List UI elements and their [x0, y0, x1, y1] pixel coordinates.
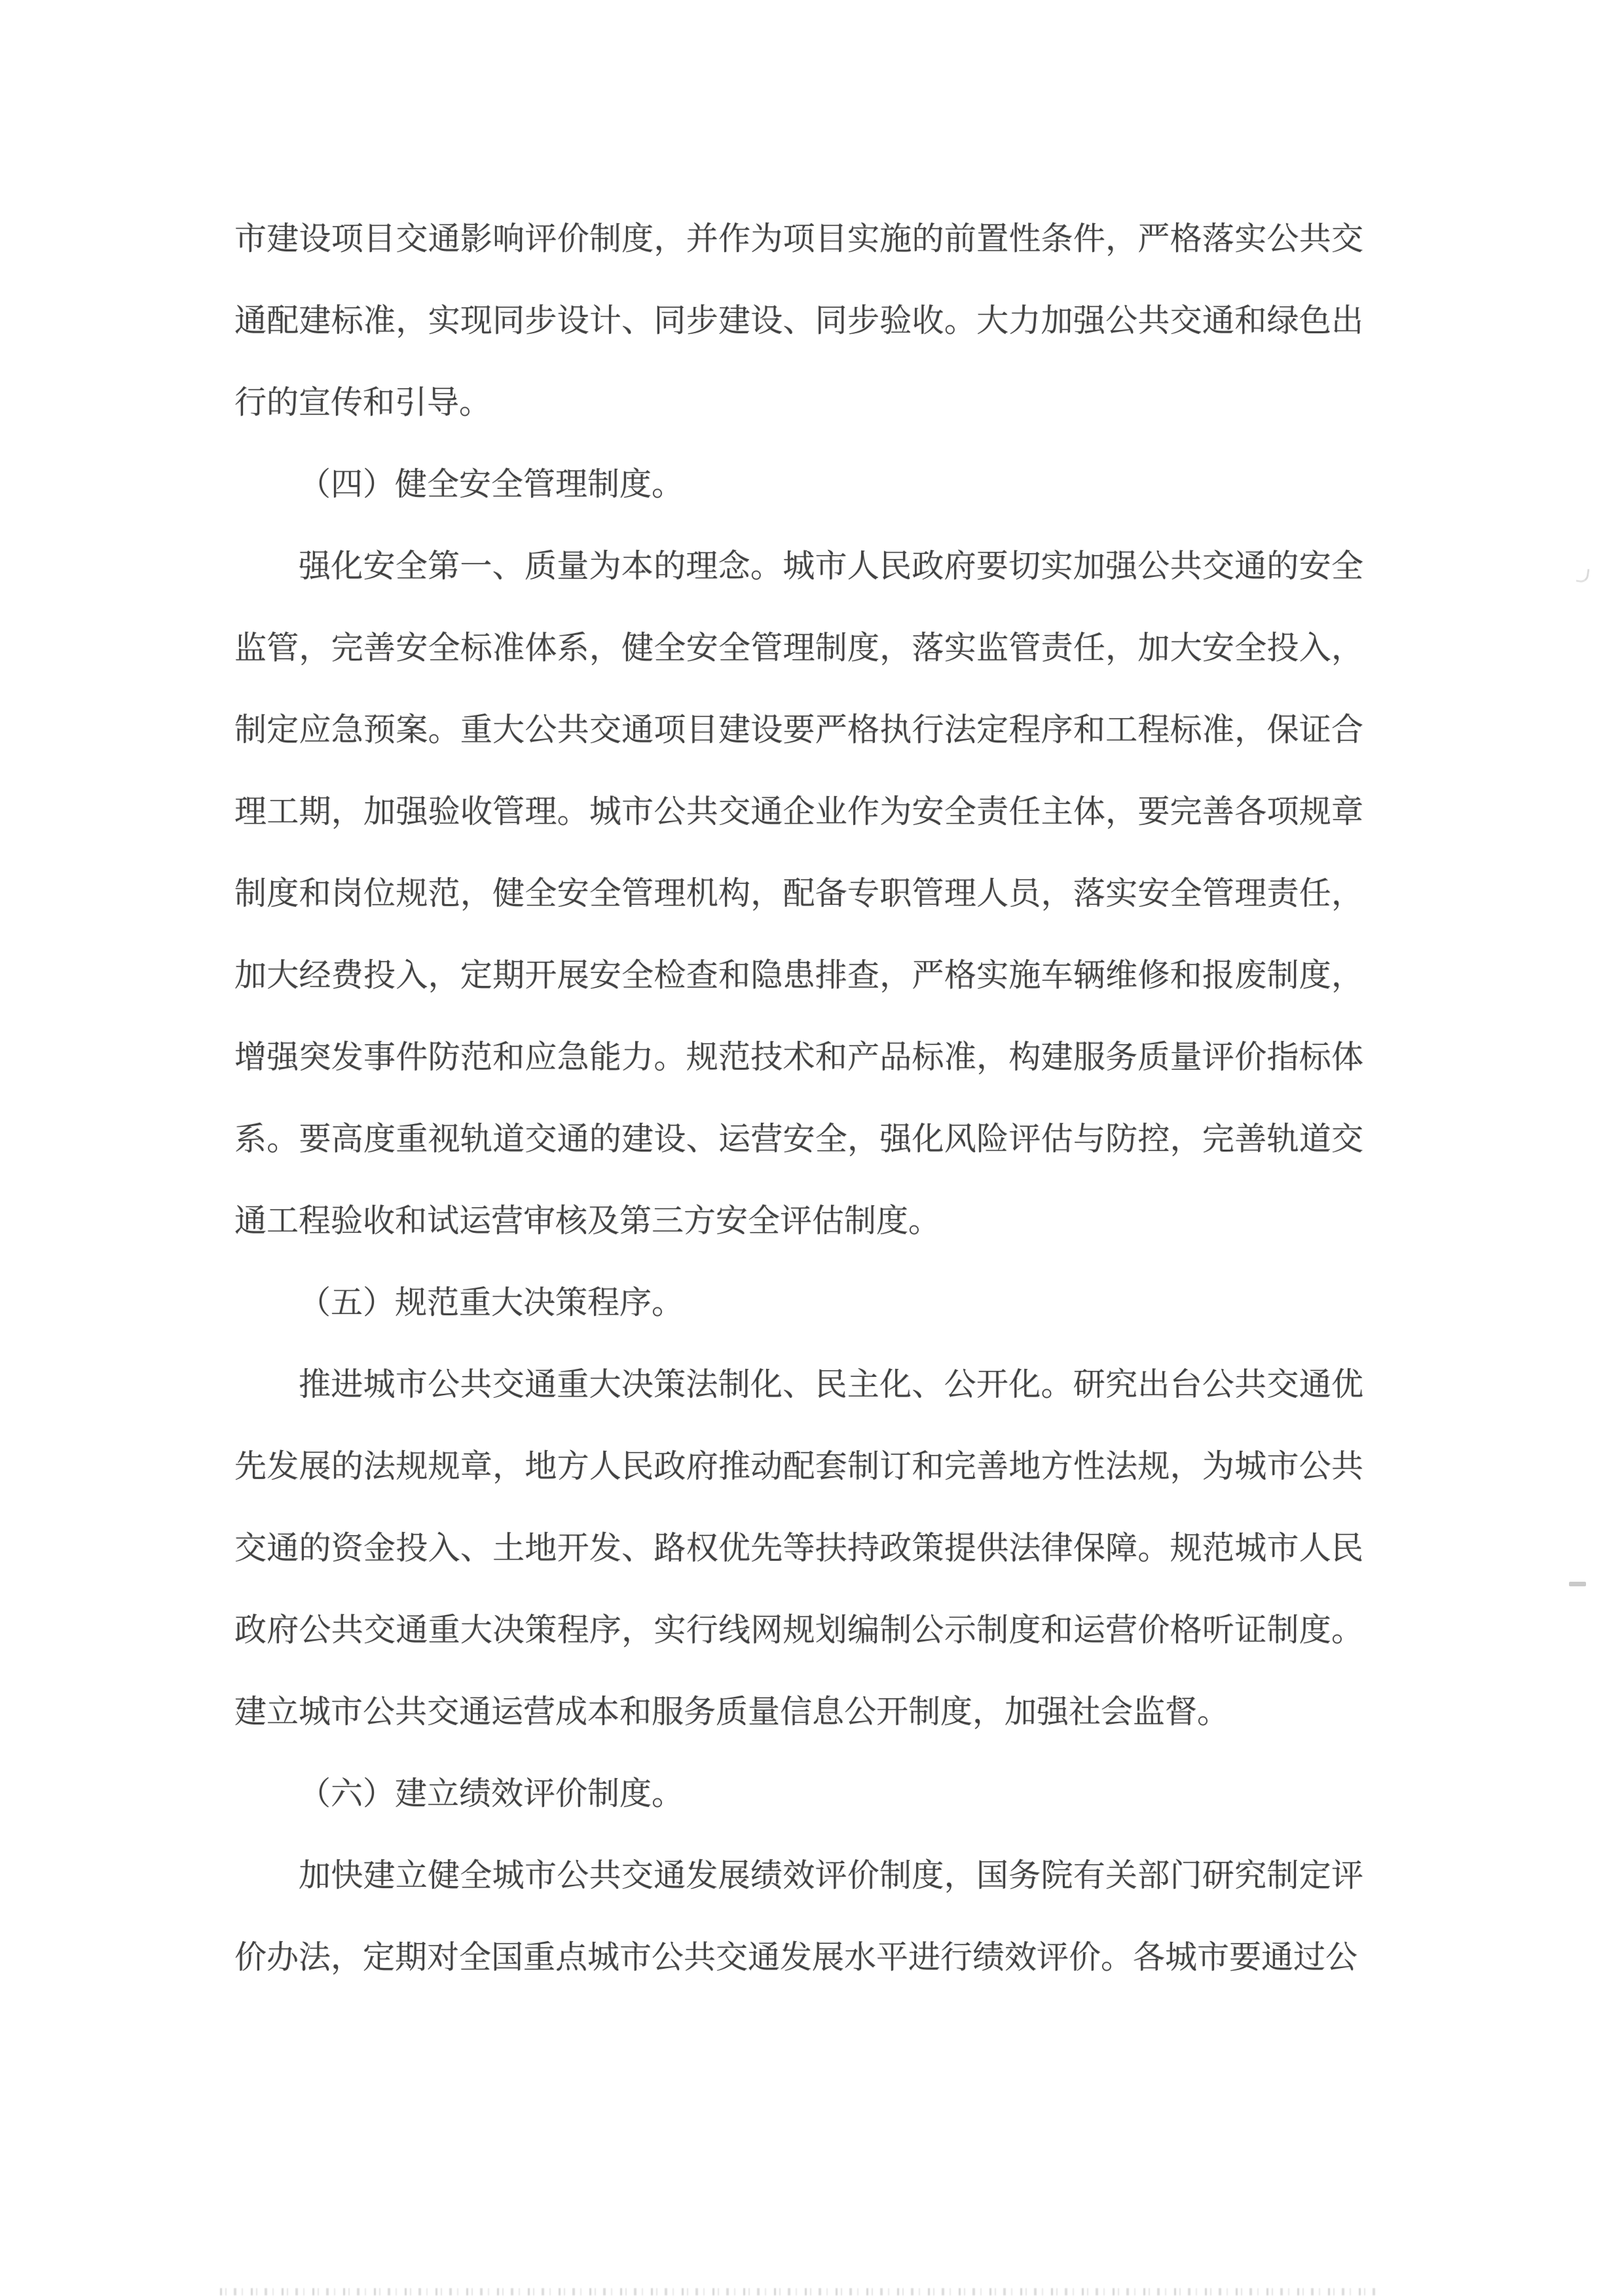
text-line: 制定应急预案。重大公共交通项目建设要严格执行法定程序和工程标准，保证合 — [234, 712, 1363, 748]
text-line: 通配建标准，实现同步设计、同步建设、同步验收。大力加强公共交通和绿色出 — [234, 302, 1363, 338]
document-body — [234, 198, 1363, 1998]
scan-artifact-curl — [1576, 568, 1590, 583]
text-line: 强化安全第一、质量为本的理念。城市人民政府要切实加强公共交通的安全 — [299, 548, 1363, 584]
text-line: 交通的资金投入、土地开发、路权优先等扶持政策提供法律保障。规范城市人民 — [234, 1530, 1363, 1566]
text-line: 制度和岗位规范，健全安全管理机构，配备专职管理人员，落实安全管理责任， — [234, 875, 1363, 911]
scan-artifact-dash — [1569, 1582, 1586, 1586]
text-line: 通工程验收和试运营审核及第三方安全评估制度。 — [234, 1203, 941, 1239]
text-line: 系。要高度重视轨道交通的建设、运营安全，强化风险评估与防控，完善轨道交 — [234, 1121, 1363, 1157]
text-line: 建立城市公共交通运营成本和服务质量信息公开制度，加强社会监督。 — [234, 1694, 1230, 1730]
text-line: 政府公共交通重大决策程序，实行线网规划编制公示制度和运营价格听证制度。 — [234, 1612, 1363, 1648]
text-line: 推进城市公共交通重大决策法制化、民主化、公开化。研究出台公共交通优 — [299, 1366, 1363, 1402]
text-line: 市建设项目交通影响评价制度，并作为项目实施的前置性条件，严格落实公共交 — [234, 221, 1363, 257]
text-line: 加快建立健全城市公共交通发展绩效评价制度，国务院有关部门研究制定评 — [299, 1857, 1363, 1893]
text-line: 先发展的法规规章，地方人民政府推动配套制订和完善地方性法规，为城市公共 — [234, 1448, 1363, 1484]
text-line: 价办法，定期对全国重点城市公共交通发展水平进行绩效评价。各城市要通过公 — [234, 1939, 1358, 1975]
text-line: （四）健全安全管理制度。 — [299, 466, 684, 502]
text-line: 行的宣传和引导。 — [234, 384, 492, 420]
text-line: 监管，完善安全标准体系，健全安全管理制度，落实监管责任，加大安全投入， — [234, 630, 1363, 666]
text-line: （五）规范重大决策程序。 — [299, 1285, 684, 1321]
text-line: 理工期，加强验收管理。城市公共交通企业作为安全责任主体，要完善各项规章 — [234, 793, 1363, 829]
page-bottom-cropped-text-fragment — [220, 2288, 1378, 2295]
text-line: 增强突发事件防范和应急能力。规范技术和产品标准，构建服务质量评价指标体 — [234, 1039, 1363, 1075]
text-line: 加大经费投入，定期开展安全检查和隐患排查，严格实施车辆维修和报废制度， — [234, 957, 1363, 993]
text-line: （六）建立绩效评价制度。 — [299, 1776, 684, 1812]
